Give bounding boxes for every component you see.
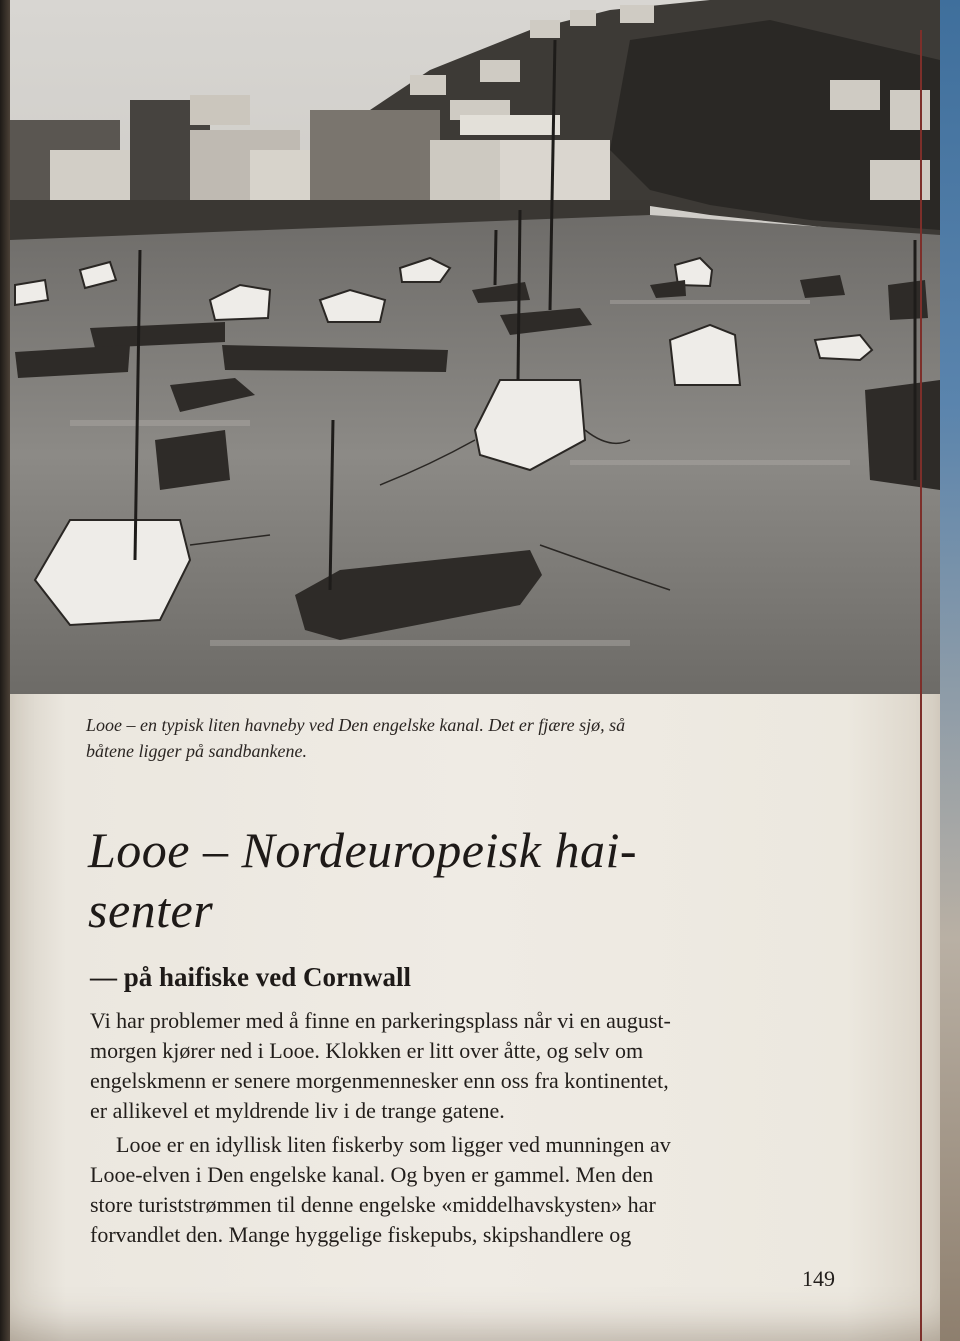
article-title: [88, 820, 848, 940]
article-subtitle: — på haifiske ved Cornwall: [90, 962, 412, 992]
page-edge-line: [920, 30, 922, 1341]
paragraph-2-line: store turiststrømmen til denne engelske «middelhavskysten» har: [90, 1192, 656, 1217]
paragraph-1-line: engelskmenn er senere morgenmennesker enn oss fra kontinentet,: [90, 1068, 669, 1093]
harbour-photo: [10, 0, 940, 694]
caption-line: Looe – en typisk liten havneby ved Den engelske kanal. Det er fjære sjø, så: [86, 715, 626, 735]
paragraph-2-line: forvandlet den. Mange hyggelige fiskepubs, skipshandlere og: [90, 1222, 632, 1247]
adjacent-book-edge: [938, 0, 960, 1341]
photo-caption: [86, 712, 846, 764]
paragraph-2-line: Looe-elven i Den engelske kanal. Og byen er gammel. Men den: [90, 1162, 654, 1187]
title-line: senter: [88, 882, 214, 938]
paragraph-2-line: Looe er en idyllisk liten fiskerby som ligger ved munningen av: [116, 1132, 671, 1157]
paragraph-1-line: Vi har problemer med å finne en parkeringsplass når vi en august-: [90, 1008, 671, 1033]
title-line: Looe – Nordeuropeisk hai-: [88, 822, 638, 878]
book-page: [10, 0, 940, 1341]
paragraph-1-line: morgen kjører ned i Looe. Klokken er litt over åtte, og selv om: [90, 1038, 644, 1063]
article-body: [90, 1006, 850, 1250]
page-number: 149: [802, 1266, 835, 1291]
caption-line: båtene ligger på sandbankene.: [86, 741, 307, 761]
paragraph-1-line: er allikevel et myldrende liv i de trange gatene.: [90, 1098, 505, 1123]
